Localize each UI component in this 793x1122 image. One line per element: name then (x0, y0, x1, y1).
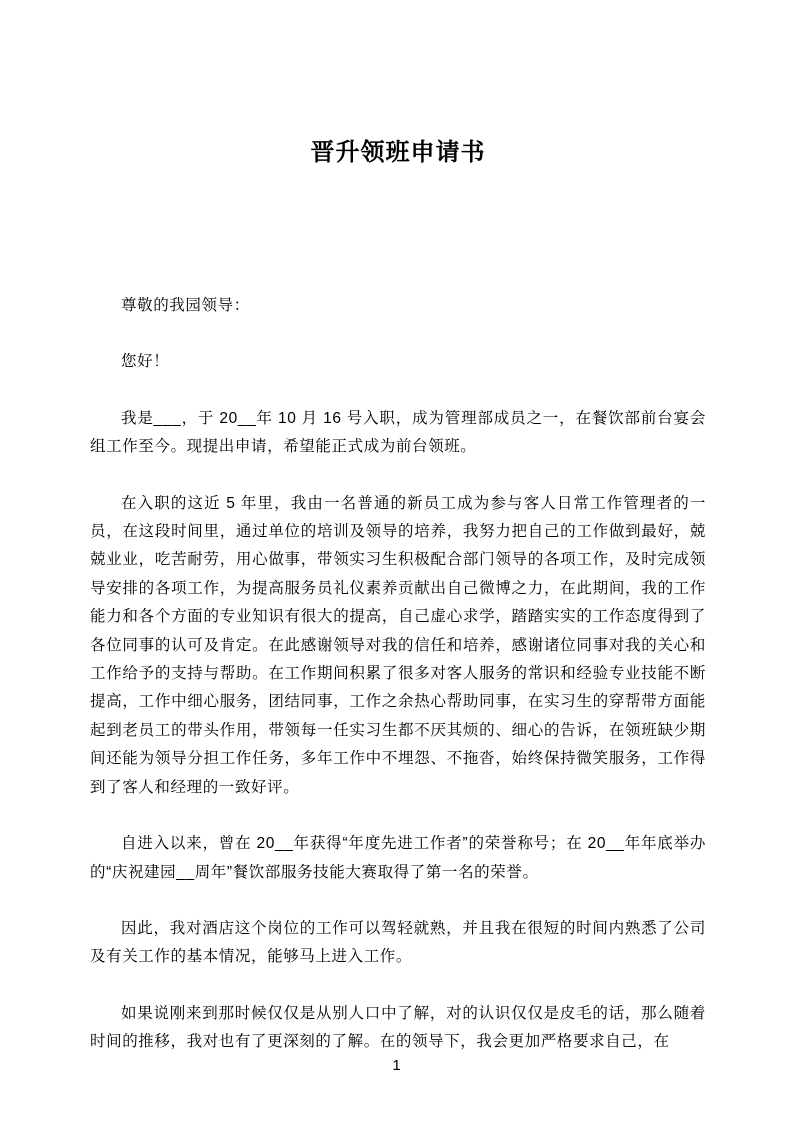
paragraph-honors: 自进入以来，曾在 20__年获得“年度先进工作者”的荣誉称号；在 20__年年底举办的“庆祝建园__周年”餐饮部服务技能大赛取得了第一名的荣誉。 (90, 835, 706, 881)
salutation: 尊敬的我园领导： (121, 297, 250, 314)
letter-body (90, 292, 706, 1057)
greeting: 您好！ (121, 353, 170, 371)
paragraph-intro: 我是___，于 20__年 10 月 16 号入职，成为管理部成员之一，在餐饮部前台宴会组工作至今。现提出申请，希望能正式成为前台领班。 (90, 409, 706, 456)
paragraph-competence: 因此，我对酒店这个岗位的工作可以驾轻就熟，并且我在很短的时间内熟悉了公司及有关工作的基本情况，能够马上进入工作。 (90, 919, 706, 966)
paragraph-understanding: 如果说刚来到那时候仅仅是从别人口中了解，对的认识仅仅是皮毛的话，那么随着时间的推移，我对也有了更深刻的了解。在的领导下，我会更加严格要求自己，在 (90, 1004, 706, 1051)
page-number: 1 (392, 1057, 401, 1074)
document-title: 晋升领班申请书 (310, 139, 486, 166)
paragraph-work-experience: 在入职的这近 5 年里，我由一名普通的新员工成为参与客人日常工作管理者的一员，在这段时间里，通过单位的培训及领导的培养，我努力把自己的工作做到最好，兢兢业业，吃苦耐劳，用心做事，带领实习生积极配合部门领导的各项工作，及时完成领导安排的各项工作，为提高服务员礼仪素养贡献出自己微博之力，在此期间，我的工作能力和各个方面的专业知识有很大的提高，自己虚心求学，踏踏实实的工作态度得到了各位同事的认可及肯定。在此感谢领导对我的信任和培养，感谢诸位同事对我的关心和工作给予的支持与帮助。在工作期间积累了很多对客人服务的常识和经验专业技能不断提高，工作中细心服务，团结同事，工作之余热心帮助同事，在实习生的穿帮带方面能起到老员工的带头作用，带领每一任实习生都不厌其烦的、细心的告诉，在领班缺少期间还能为领导分担工作任务，多年工作中不埋怨、不拖沓，始终保持微笑服务，工作得到了客人和经理的一致好评。 (90, 494, 706, 796)
